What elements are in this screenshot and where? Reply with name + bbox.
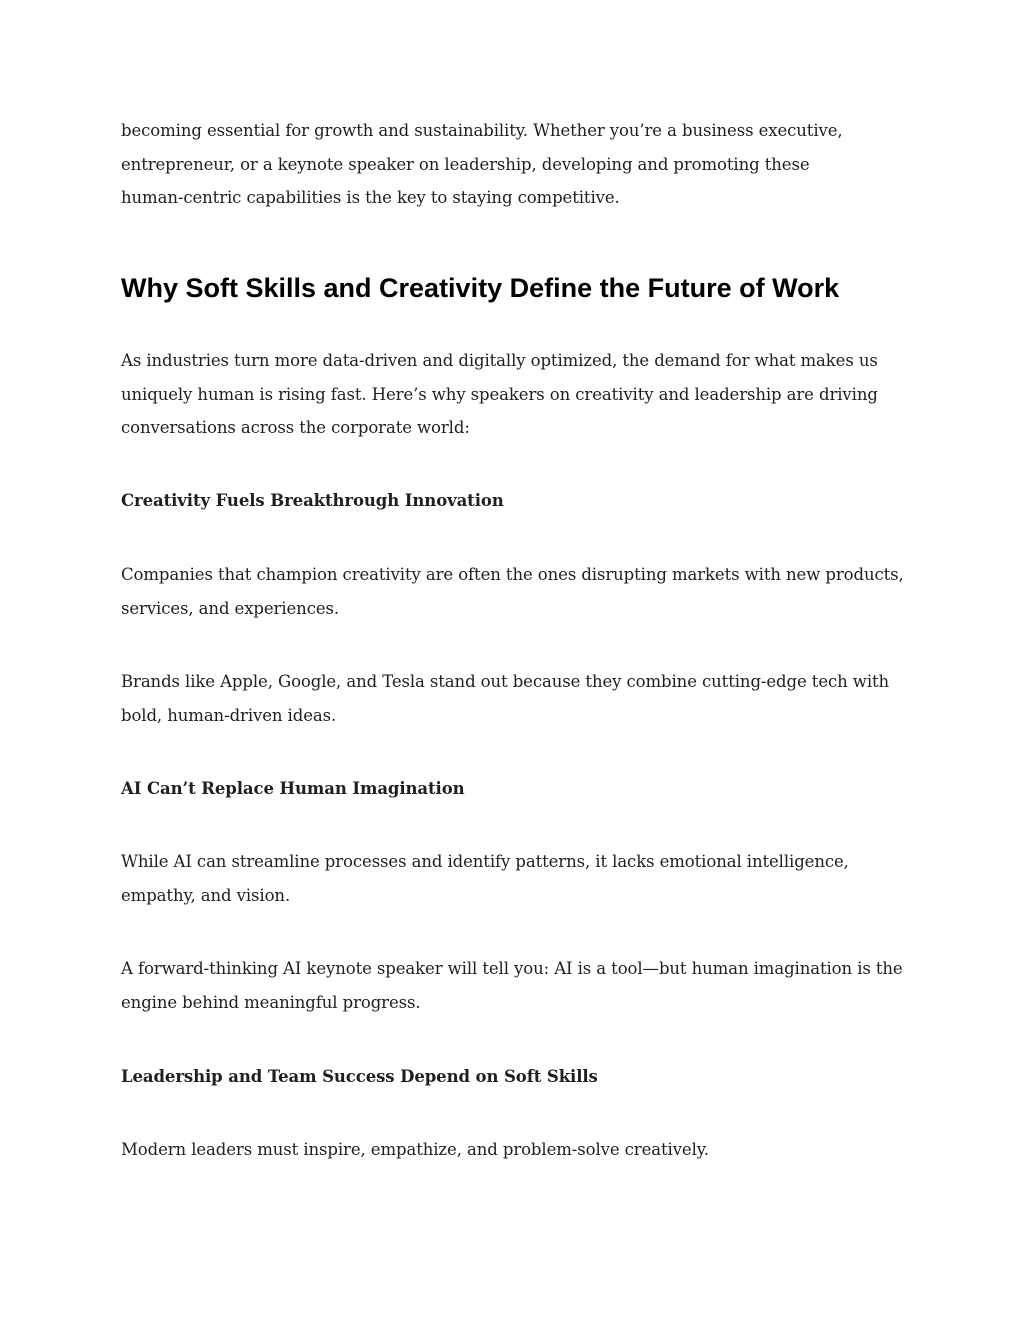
paragraph-line: services, and experiences. [121, 598, 340, 618]
subsection-heading-ai-imagination: AI Can’t Replace Human Imagination [121, 779, 465, 798]
paragraph-line: bold, human-driven ideas. [121, 705, 337, 725]
section-heading: Why Soft Skills and Creativity Define the Future of Work [121, 273, 840, 303]
paragraph-line: engine behind meaningful progress. [121, 992, 421, 1012]
section-intro-paragraph [121, 344, 911, 445]
paragraph-line: While AI can streamline processes and identify patterns, it lacks emotional intelligence, [121, 852, 849, 871]
subsection-paragraph [121, 845, 911, 912]
paragraph-line: human-centric capabilities is the key to staying competitive. [121, 188, 620, 207]
paragraph-line: entrepreneur, or a keynote speaker on leadership, developing and promoting these [121, 154, 810, 174]
paragraph-line: empathy, and vision. [121, 885, 291, 905]
subsection-paragraph [121, 952, 911, 1019]
subsection-paragraph [121, 665, 911, 732]
subsection-paragraph [121, 558, 911, 625]
subsection-heading-leadership: Leadership and Team Success Depend on Soft Skills [121, 1067, 598, 1086]
subsection-heading-creativity: Creativity Fuels Breakthrough Innovation [121, 491, 504, 510]
paragraph-line: A forward-thinking AI keynote speaker will tell you: AI is a tool—but human imagination is the [121, 959, 903, 978]
paragraph-line: uniquely human is rising fast. Here’s why speakers on creativity and leadership are driving [121, 384, 878, 404]
paragraph-line: As industries turn more data-driven and digitally optimized, the demand for what makes us [121, 351, 878, 370]
paragraph-line: conversations across the corporate world: [121, 418, 470, 437]
paragraph-line: Modern leaders must inspire, empathize, and problem-solve creatively. [121, 1140, 709, 1159]
subsection-paragraph [121, 1133, 911, 1167]
paragraph-line: Companies that champion creativity are often the ones disrupting markets with new products, [121, 565, 904, 584]
intro-paragraph [121, 114, 911, 215]
paragraph-line: Brands like Apple, Google, and Tesla stand out because they combine cutting-edge tech with [121, 672, 890, 691]
paragraph-line: becoming essential for growth and sustainability. Whether you’re a business executive, [121, 121, 843, 140]
